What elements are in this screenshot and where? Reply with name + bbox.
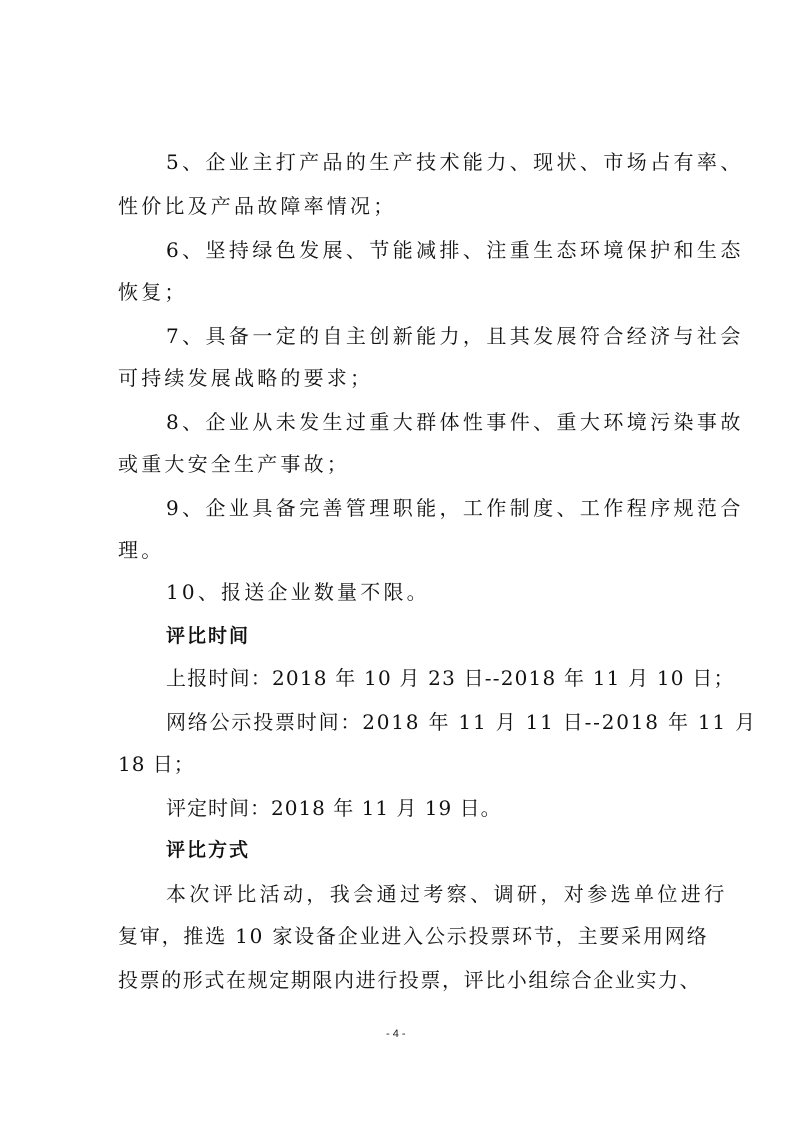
item7-line2: 可持续发展战略的要求； [118, 366, 374, 390]
item10: 10、报送企业数量不限。 [166, 580, 430, 604]
item5-line2: 性价比及产品故障率情况； [118, 194, 397, 218]
item6-line2: 恢复； [118, 280, 188, 304]
item9-line2: 理。 [118, 538, 165, 562]
method-line1: 本次评比活动，我会通过考察、调研，对参选单位进行 [166, 882, 728, 906]
item7-line1: 7、具备一定的自主创新能力，且其发展符合经济与社会 [166, 324, 744, 348]
item9-line1: 9、企业具备完善管理职能，工作制度、工作程序规范合 [166, 496, 744, 520]
judge-time: 评定时间：2018 年 11 月 19 日。 [166, 796, 502, 820]
method-line3: 投票的形式在规定期限内进行投票，评比小组综合企业实力、 [118, 968, 702, 992]
section-time-heading: 评比时间 [166, 625, 251, 647]
vote-time-line1: 网络公示投票时间：2018 年 11 月 11 日--2018 年 11 月 [166, 710, 757, 734]
item5-line1: 5、企业主打产品的生产技术能力、现状、市场占有率、 [166, 150, 744, 174]
page-number: - 4 - [386, 1028, 406, 1040]
item8-line1: 8、企业从未发生过重大群体性事件、重大环境污染事故 [166, 410, 744, 434]
section-method-heading: 评比方式 [166, 839, 251, 861]
method-line2: 复审，推选 10 家设备企业进入公示投票环节，主要采用网络 [118, 924, 709, 948]
item8-line2: 或重大安全生产事故； [118, 452, 350, 476]
item6-line1: 6、坚持绿色发展、节能减排、注重生态环境保护和生态 [166, 238, 744, 262]
vote-time-line2: 18 日； [118, 752, 195, 776]
report-time: 上报时间：2018 年 10 月 23 日--2018 年 11 月 10 日； [166, 666, 735, 690]
